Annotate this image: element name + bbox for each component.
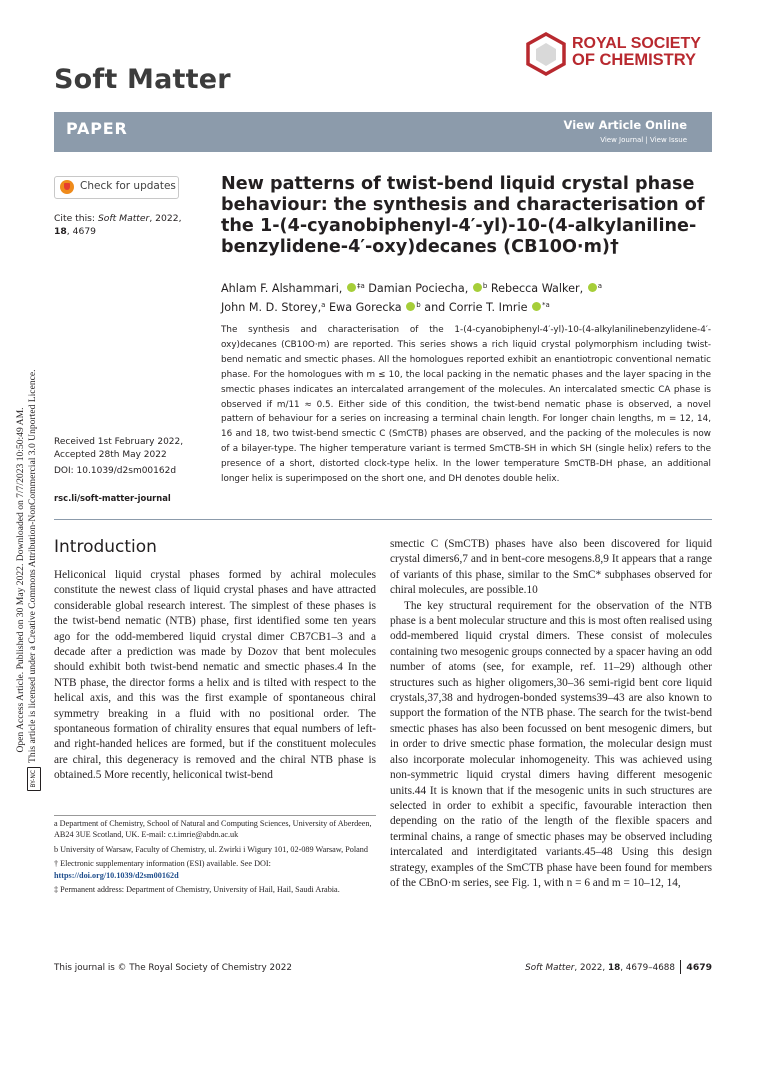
authors-line-2 <box>221 297 711 316</box>
footer-year: , 2022, <box>574 963 608 973</box>
cite-volume: 18 <box>54 225 67 237</box>
author-name[interactable]: and Corrie T. Imrie <box>424 301 528 314</box>
open-access-notice <box>15 80 45 1080</box>
esi-doi-link[interactable]: https://doi.org/10.1039/d2sm00162d <box>54 870 179 880</box>
orcid-icon[interactable] <box>406 302 415 311</box>
view-article-online-link[interactable]: View Article Online <box>563 118 687 132</box>
footnote-esi <box>54 858 376 881</box>
licence-line: This article is licensed under a Creative Commons Attribution-NonCommercial 3.0 Unported Licence. <box>27 369 38 763</box>
intro-paragraph: smectic C (SmCTB) phases have also been discovered for liquid crystal dimers6,7 and in bent-core mesogens.8,9 It appears that a range of variants of this phase, similar to the SmC* subphases observed for chiral molecules, are possible.10 <box>390 538 712 597</box>
logo-line-2: OF CHEMISTRY <box>572 51 697 69</box>
crossmark-icon <box>60 180 74 194</box>
affiliation-mark: b <box>416 301 421 309</box>
author-name[interactable]: Rebecca Walker, <box>490 282 584 295</box>
article-title: New patterns of twist-bend liquid crystal phase behaviour: the synthesis and characterisation of the 1-(4-cyanobiphenyl-4′-yl)-10-(4-alkylaniline-benzylidene-4′-oxy)decanes (CB10O·m)† <box>221 174 705 257</box>
orcid-icon[interactable] <box>473 283 482 292</box>
section-heading-introduction: Introduction <box>54 537 157 557</box>
article-type: PAPER <box>66 119 128 138</box>
history-dates <box>54 436 214 461</box>
cite-prefix: Cite this: <box>54 213 96 224</box>
logo-line-1: ROYAL SOCIETY <box>572 35 701 52</box>
orcid-icon[interactable] <box>588 283 597 292</box>
affiliation-mark: a <box>597 282 602 290</box>
received-date: Received 1st February 2022, <box>54 437 184 447</box>
affiliation-mark: *a <box>542 301 550 309</box>
intro-left-column: Heliconical liquid crystal phases formed by achiral molecules constitute the newest class of liquid crystal phases and have attracted considerable global research interest. The simplest of these phases is the twist-bend nematic (NTB) phase, first identified some ten years ago for the odd-membered liquid crystal dimer CB7CB1–3 and a decade after a prediction was made by Dozov that bent molecules should exhibit both twist-bend nematic and smectic phases.4 In the NTB phase, the director forms a helix and is tilted with respect to the helical axis, and this was the first example of spontaneous chiral symmetry breaking in a fluid with no positional order. The spontaneous formation of chirality ensures that equal numbers of left- and right-handed helices are formed, but if the constituent molecules are chiral, this degeneracy is removed and the chiral NTB phase is obtained.5 More recently, heliconical twist-bend <box>54 569 376 782</box>
accepted-date: Accepted 28th May 2022 <box>54 449 167 460</box>
cite-journal: Soft Matter <box>97 213 150 224</box>
cc-license-badge: BY-NC <box>27 767 41 791</box>
esi-text: † Electronic supplementary information (ESI) available. See DOI: <box>54 859 271 869</box>
affiliation-mark: a <box>321 301 326 309</box>
view-journal-issue-links[interactable]: View Journal | View Issue <box>600 136 687 144</box>
footnote-permanent-address: ‡ Permanent address: Department of Chemistry, University of Hail, Hail, Saudi Arabia. <box>54 885 340 895</box>
author-name[interactable]: John M. D. Storey, <box>221 301 322 314</box>
intro-paragraph: The key structural requirement for the observation of the NTB phase is a bent molecular structure and this is most often realised using odd-membered liquid crystal dimers. These consist of molecules containing two mesogenic groups connected by a spacer having an odd number of atoms (see, for example, ref. 11–29) although other structures such as higher oligomers,30–36 semi-rigid bent core liquid crystals,37,38 and hydrogen-bonded systems39–43 are also known to support the formation of the NTB phase. The search for the twist-bend smectic phases has also been focussed on bent mesogenic dimers, but in order to drive smectic phase formation, the molecular design must also incorporate molecular inhomogeneity. This was achieved using non-symmetric liquid crystal dimers having different mesogenic units.44 It is known that if the mesogenic units in such structures are selected in order to exhibit a specific, favourable interaction then depending on the ratio of the length of the flexible spacers and terminal chains, a range of smectic phases may be observed including intercalated and interdigitated variants.45–48 Using this design strategy, examples of the SmCTB phase have been found for members of the CBnO·m series, see Fig. 1, with n = 6 and m = 10–12, 14, <box>390 599 712 889</box>
orcid-icon[interactable] <box>347 283 356 292</box>
authors-line-1 <box>221 278 711 297</box>
page-number: 4679 <box>686 962 712 973</box>
footer-pages: , 4679–4688 <box>620 963 675 973</box>
footer-journal: Soft Matter <box>525 963 575 973</box>
footer-separator <box>680 960 681 974</box>
footer-volume: 18 <box>607 963 621 973</box>
author-list <box>221 278 711 316</box>
copyright-footer: This journal is © The Royal Society of Chemistry 2022 <box>54 963 292 973</box>
footnote-affiliation-b: b University of Warsaw, Faculty of Chemistry, ul. Zwirki i Wigury 101, 02-089 Warsaw, Poland <box>54 844 368 854</box>
cite-page: , 4679 <box>66 225 97 237</box>
abstract: The synthesis and characterisation of the 1-(4-cyanobiphenyl-4′-yl)-10-(4-alkylanilinebenzylidene-4′-oxy)decanes (CB10O·m) are reported. This series shows a rich liquid crystal polymorphism including twist-bend nematic and smectic phases. All the homologues reported exhibit an enantiotropic conventional nematic phase. For the homologues with m ≤ 10, the local packing in the nematic phases and the layer spacing in the smectic phases indicates an intercalated arrangement of the molecules. An intercalated smectic CA phase is observed if m/11 ≈ 0.5. Either side of this condition, the twist-bend nematic phase is observed, a novel pattern of behaviour for a series on increasing a terminal chain length. For longer chain lengths, m = 12, 14, 16 and 18, two twist-bend smectic C (SmCTB) phases are observed, and the packing of the molecules is now of a bilayer-type. The higher temperature variant is termed SmCTB-SH in which SH (single helix) refers to the presence of a short, distorted clock-type helix. In the lower temperature SmCTB-DH phase, an additional longer helix is superimposed on the short one, and DH denotes double helix. <box>221 325 711 485</box>
footnote-affiliation-a: a Department of Chemistry, School of Natural and Computing Sciences, University of Aberdeen, AB24 3UE Scotland, UK. E-mail: c.t.imrie@abdn.ac.uk <box>54 819 372 840</box>
author-name[interactable]: Ewa Gorecka <box>328 301 402 314</box>
footnote-divider <box>54 815 376 816</box>
intro-right-column <box>390 537 712 891</box>
author-name[interactable]: Ahlam F. Alshammari, <box>221 282 343 295</box>
affiliation-mark: b <box>482 282 488 290</box>
section-divider <box>54 519 712 520</box>
open-access-line: Open Access Article. Published on 30 May 2022. Downloaded on 7/7/2023 10:50:49 AM. <box>15 407 26 753</box>
rsc-hexagon-logo-icon <box>522 30 572 80</box>
affiliation-mark: ‡a <box>356 282 365 290</box>
citation-block <box>54 213 194 238</box>
journal-citation-footer <box>462 963 675 973</box>
orcid-icon[interactable] <box>532 302 541 311</box>
doi[interactable]: DOI: 10.1039/d2sm00162d <box>54 466 177 476</box>
footnotes <box>54 818 376 898</box>
rsc-logo-text <box>572 36 701 68</box>
journal-name: Soft Matter <box>54 64 231 95</box>
journal-short-link[interactable]: rsc.li/soft-matter-journal <box>54 493 171 503</box>
author-name[interactable]: Damian Pociecha, <box>368 282 469 295</box>
check-for-updates-label: Check for updates <box>80 180 176 192</box>
cite-year: , 2022, <box>149 213 182 224</box>
